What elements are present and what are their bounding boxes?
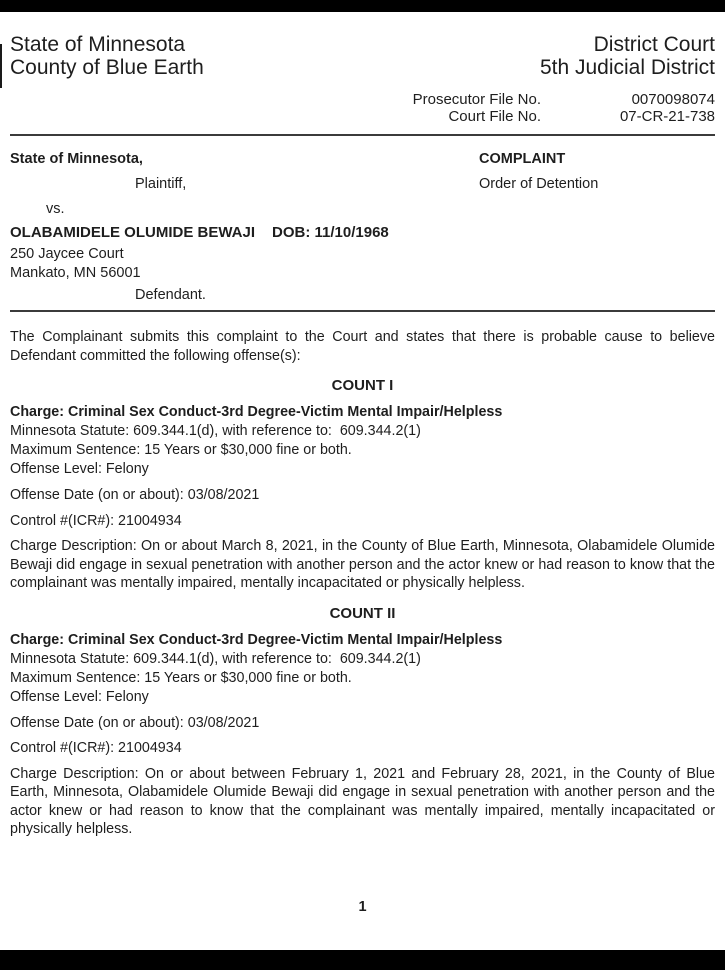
count2-control-number: Control #(ICR#): 21004934 [10, 740, 182, 756]
count2-charge: Charge: Criminal Sex Conduct-3rd Degree-Victim Mental Impair/Helpless [10, 631, 503, 648]
court-header [10, 33, 715, 79]
defendant-address-line2: Mankato, MN 56001 [10, 265, 141, 281]
count1-control-number: Control #(ICR#): 21004934 [10, 512, 182, 529]
count2-statute: Minnesota Statute: 609.344.1(d), with reference to: 609.344.2(1) [10, 650, 421, 667]
county-line: County of Blue Earth [10, 56, 204, 79]
case-caption [10, 150, 715, 305]
scan-edge-bar-top [0, 0, 725, 12]
document-type: COMPLAINT [479, 151, 566, 167]
defendant-name-line [10, 223, 715, 242]
count1-charge: Charge: Criminal Sex Conduct-3rd Degree-Victim Mental Impair/Helpless [10, 404, 503, 420]
count1-charge-block [10, 403, 715, 479]
intro-paragraph: The Complainant submits this complaint to the Court and states that there is probable cause to believe Defendant committed the following offense(s): [10, 329, 715, 364]
judicial-district-line: 5th Judicial District [539, 56, 715, 79]
district-court-line: District Court [593, 33, 715, 56]
count2-max-sentence: Maximum Sentence: 15 Years or $30,000 fine or both. [10, 669, 352, 686]
defendant-address-line1: 250 Jaycee Court [10, 246, 124, 262]
count1-description: Charge Description: On or about March 8, 2021, in the County of Blue Earth, Minnesota, Olabamidele Olumide Bewaji did engage in sexual penetration with another person and the actor knew or had reason to know that the complainant was mentally impaired, mentally incapacitated or physically helpless. [10, 538, 715, 591]
court-header-right [540, 33, 715, 79]
state-line: State of Minnesota [10, 33, 186, 56]
divider-rule-top [10, 134, 715, 136]
defendant-dob: DOB: 11/10/1968 [272, 224, 389, 241]
court-file-label: Court File No. [448, 108, 541, 125]
count2-heading: COUNT II [329, 604, 396, 622]
count2-offense-date: Offense Date (on or about): 03/08/2021 [10, 714, 260, 731]
caption-right-column [479, 150, 598, 194]
count2-description: Charge Description: On or about between February 1, 2021 and February 28, 2021, in the County of Blue Earth, Minnesota, Olabamidele Olumide Bewaji did engage in sexual penetration with another person and the actor knew or had reason to know that the complainant was mentally impaired, mentally incapacitated or physically helpless. [10, 765, 715, 837]
divider-rule-caption [10, 310, 715, 312]
count1-max-sentence: Maximum Sentence: 15 Years or $30,000 fine or both. [10, 442, 352, 458]
prosecutor-file-label: Prosecutor File No. [412, 91, 541, 108]
page-number: 1 [358, 899, 367, 915]
document-content [0, 33, 725, 839]
count1-heading: COUNT I [331, 377, 394, 394]
document-subtype: Order of Detention [479, 176, 599, 192]
court-file-value: 07-CR-21-738 [619, 108, 715, 125]
count1-statute: Minnesota Statute: 609.344.1(d), with reference to: 609.344.2(1) [10, 423, 421, 439]
count1-offense-level: Offense Level: Felony [10, 461, 149, 477]
plaintiff-role: Plaintiff, [135, 176, 187, 192]
complaint-body [10, 328, 715, 839]
defendant-name: OLABAMIDELE OLUMIDE BEWAJI [10, 224, 256, 241]
vs-label: vs. [46, 201, 65, 217]
count2-charge-block [10, 631, 715, 707]
scan-edge-artifact [0, 44, 2, 88]
file-numbers [10, 91, 715, 125]
file-number-values [541, 91, 715, 125]
defendant-role: Defendant. [135, 287, 206, 303]
court-header-left [10, 33, 204, 79]
prosecutor-file-value: 0070098074 [631, 91, 715, 108]
file-number-labels [341, 91, 541, 125]
scan-edge-bar-bottom [0, 950, 725, 970]
count2-offense-level: Offense Level: Felony [10, 688, 149, 705]
count1-offense-date: Offense Date (on or about): 03/08/2021 [10, 487, 260, 503]
plaintiff-name: State of Minnesota, [10, 151, 143, 167]
